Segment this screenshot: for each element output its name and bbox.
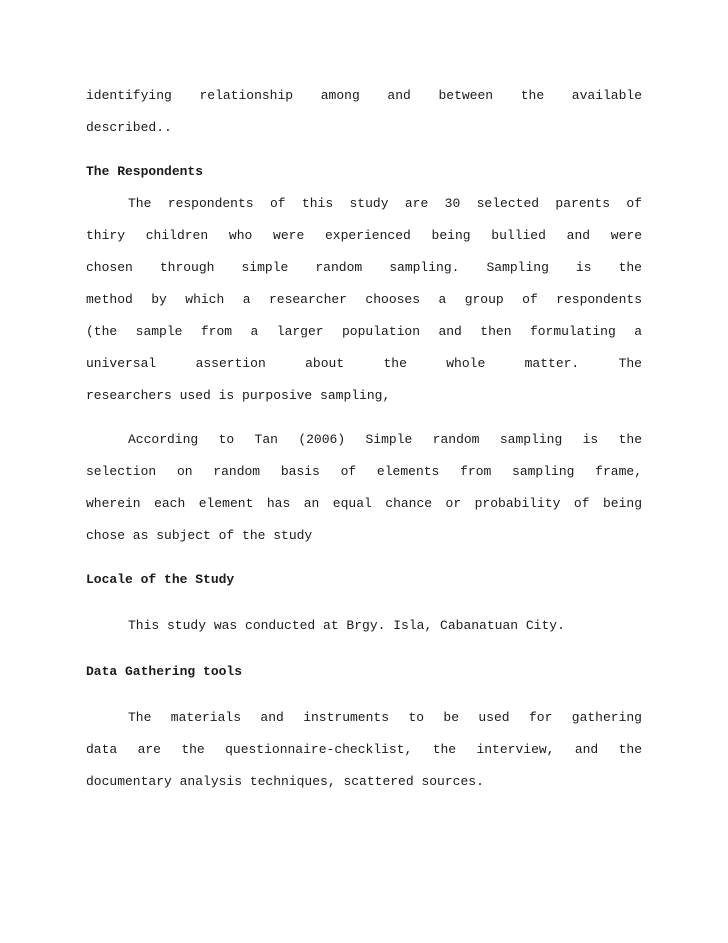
text-line: documentary analysis techniques, scattered sources. [86,774,484,789]
text-line: wherein each element has an equal chance or probability of being [86,496,642,511]
text-line: selection on random basis of elements from sampling frame, [86,464,642,479]
section-heading-locale: Locale of the Study [86,572,235,587]
text-line: The respondents of this study are 30 selected parents of [128,196,642,211]
text-line: chosen through simple random sampling. Sampling is the [86,260,642,275]
text-line: data are the questionnaire-checklist, the interview, and the [86,742,642,757]
document-page [86,80,642,798]
text-line: According to Tan (2006) Simple random sampling is the [128,432,642,447]
text-line: This study was conducted at Brgy. Isla, Cabanatuan City. [128,618,565,633]
text-line: chose as subject of the study [86,528,313,543]
text-line: universal assertion about the whole matter. The [86,356,642,371]
text-line: The materials and instruments to be used for gathering [128,710,642,725]
text-line: described.. [86,120,172,135]
respondents-paragraph-1 [86,188,642,412]
text-line: thiry children who were experienced being bullied and were [86,228,642,243]
text-line: researchers used is purposive sampling, [86,388,391,403]
tools-paragraph [86,702,642,798]
respondents-paragraph-2 [86,424,642,552]
text-line: method by which a researcher chooses a group of respondents [86,292,642,307]
section-heading-data-gathering-tools: Data Gathering tools [86,664,243,679]
intro-paragraph [86,80,642,144]
text-line: identifying relationship among and between the available [86,88,642,103]
locale-paragraph [86,610,642,642]
section-heading-respondents: The Respondents [86,164,204,179]
text-line: (the sample from a larger population and then formulating a [86,324,642,339]
